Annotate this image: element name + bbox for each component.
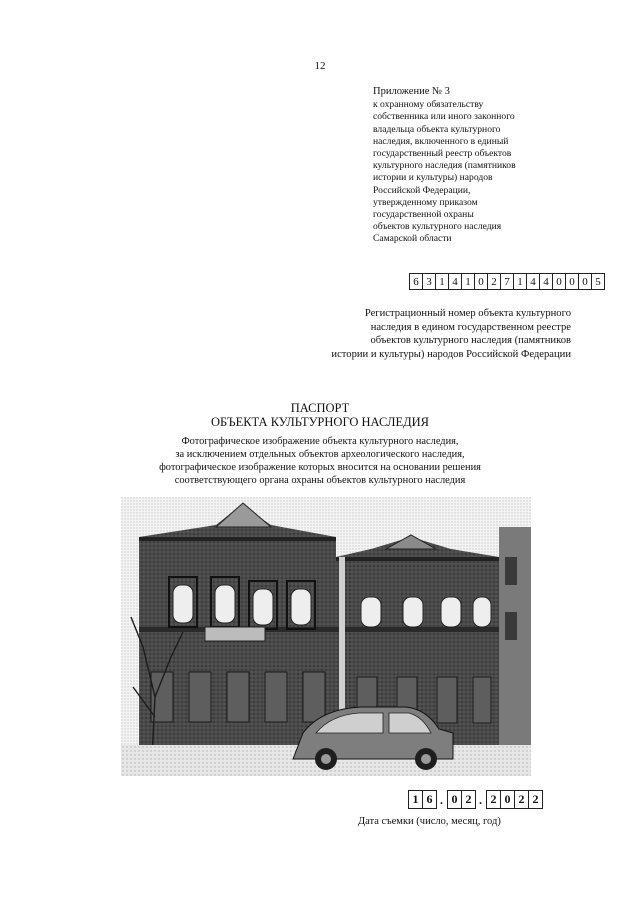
appendix-line: истории и культуры) народов — [373, 172, 493, 184]
date-month-digit: 0 — [447, 790, 462, 809]
appendix-line: владельца объекта культурного — [373, 123, 501, 135]
appendix-line: утвержденному приказом — [373, 196, 478, 208]
building-photo — [121, 497, 531, 776]
date-year-digit: 2 — [514, 790, 529, 809]
photo-note-line: Фотографическое изображение объекта культурного наследия, — [181, 436, 459, 447]
date-separator: . — [479, 793, 482, 807]
registration-digit: 1 — [513, 273, 527, 290]
appendix-line: культурного наследия (памятников — [373, 160, 516, 172]
survey-date-boxes — [408, 790, 542, 809]
appendix-line: государственный реестр объектов — [373, 148, 512, 160]
photo-note-line: фотографическое изображение которых вносится на основании решения — [159, 462, 481, 473]
appendix-title: Приложение № 3 — [373, 86, 450, 97]
registration-digit: 5 — [591, 273, 605, 290]
appendix-line: собственника или иного законного — [373, 111, 515, 123]
passport-title-line2: ОБЪЕКТА КУЛЬТУРНОГО НАСЛЕДИЯ — [211, 415, 429, 429]
registration-digit: 1 — [435, 273, 449, 290]
registration-digit: 4 — [526, 273, 540, 290]
date-year-digit: 2 — [528, 790, 543, 809]
registration-caption-line: Регистрационный номер объекта культурного — [364, 308, 571, 319]
photo-note-line: соответствующего органа охраны объектов культурного наследия — [174, 475, 466, 486]
registration-digit: 1 — [461, 273, 475, 290]
appendix-line: к охранному обязательству — [373, 99, 484, 111]
photo-note — [0, 435, 640, 487]
appendix-line: государственной охраны — [373, 209, 474, 221]
appendix-line: объектов культурного наследия — [373, 221, 502, 233]
registration-caption — [331, 307, 571, 361]
registration-digit: 2 — [487, 273, 501, 290]
date-separator: . — [440, 793, 443, 807]
registration-digit: 7 — [500, 273, 514, 290]
registration-digit: 3 — [422, 273, 436, 290]
date-year-digit: 2 — [486, 790, 501, 809]
page-number: 12 — [314, 60, 326, 72]
appendix-line: Самарской области — [373, 233, 452, 245]
passport-title — [0, 401, 640, 429]
date-month-digit: 2 — [461, 790, 476, 809]
survey-date-caption: Дата съемки (число, месяц, год) — [358, 816, 501, 827]
appendix-block — [373, 86, 613, 246]
appendix-line: наследия, включенного в единый — [373, 135, 509, 147]
registration-digit: 0 — [565, 273, 579, 290]
registration-caption-line: наследия в едином государственном реестре — [370, 321, 571, 333]
date-day-digit: 1 — [408, 790, 423, 809]
registration-digit: 4 — [539, 273, 553, 290]
registration-digit: 0 — [474, 273, 488, 290]
registration-digit: 6 — [409, 273, 423, 290]
registration-digit: 0 — [552, 273, 566, 290]
appendix-line: Российской Федерации, — [373, 184, 471, 196]
registration-caption-line: объектов культурного наследия (памятников — [370, 335, 571, 347]
registration-digit: 4 — [448, 273, 462, 290]
passport-title-line1: ПАСПОРТ — [290, 401, 350, 415]
registration-caption-line: истории и культуры) народов Российской Федерации — [331, 348, 571, 360]
photo-note-line: за исключением отдельных объектов археологического наследия, — [175, 449, 465, 460]
registration-number-boxes — [409, 273, 604, 290]
date-day-digit: 6 — [422, 790, 437, 809]
registration-digit: 0 — [578, 273, 592, 290]
date-year-digit: 0 — [500, 790, 515, 809]
